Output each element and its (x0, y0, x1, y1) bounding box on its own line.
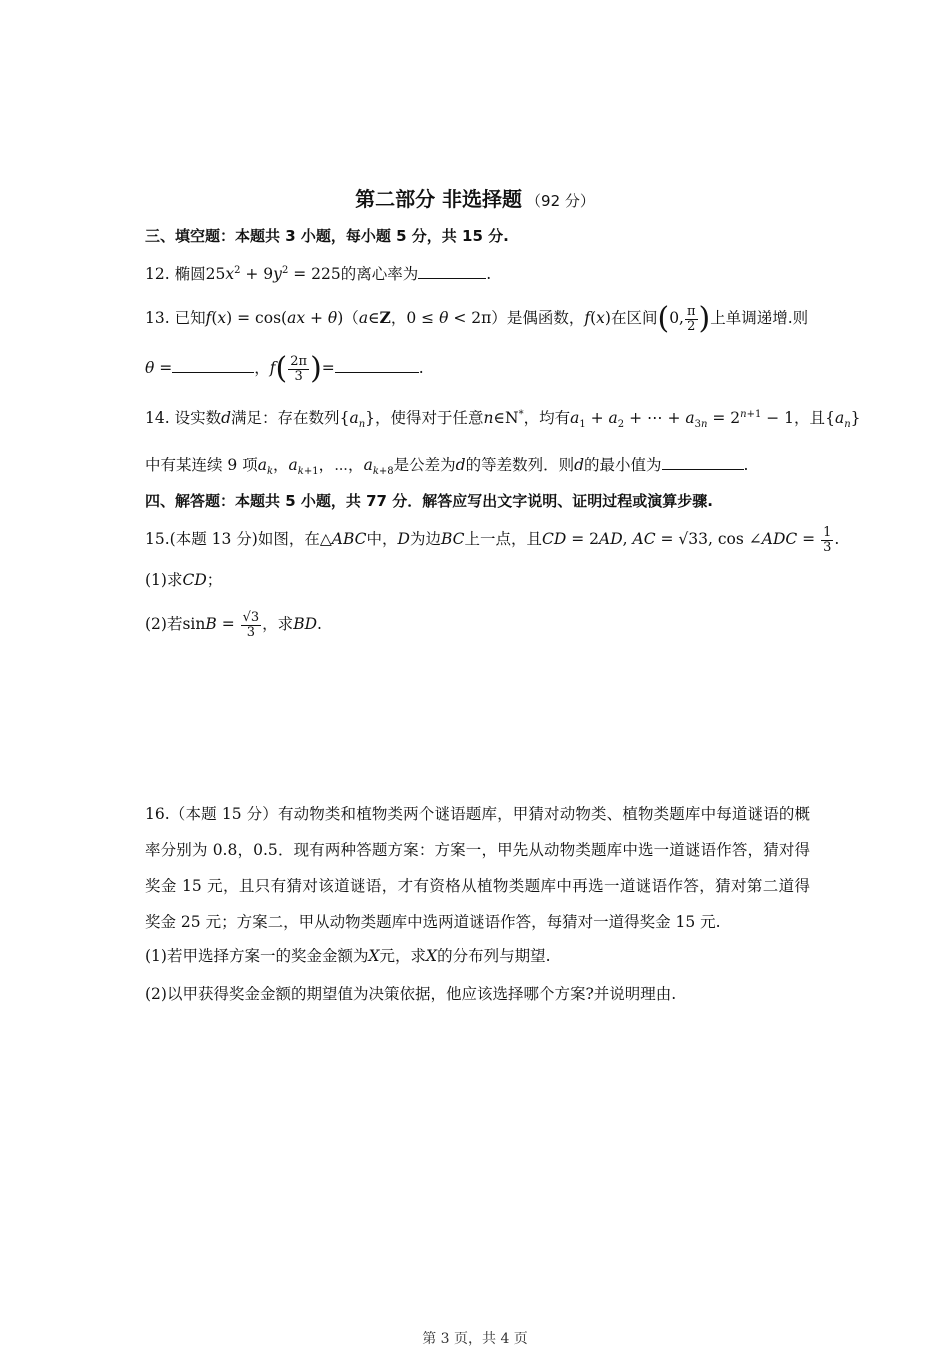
q15-part2-end: . (317, 615, 322, 633)
q15-number: 15. (145, 530, 170, 548)
q14-text-b: 满足：存在数列 (231, 409, 340, 428)
q13-text-d: 上单调递增.则 (710, 309, 809, 327)
q13-f-value: f( $\frac{2\pi}{3}$ )= (269, 351, 335, 386)
question-16-part2: (2)以甲获得奖金金额的期望值为决策依据，他应该选择哪个方案?并说明理由. (145, 985, 677, 1003)
q15-BC: BC (440, 530, 465, 548)
q14-text-c: ，使得对于任意 (375, 409, 484, 428)
q14-sum: $a_1 + a_2$ + ⋯ + $a_{3n} = 2^{n+1} - 1$ (570, 409, 795, 431)
question-13-line1 (145, 298, 808, 338)
q12-end: . (486, 265, 492, 284)
q14-number: 14. (145, 409, 170, 428)
q16-part1-b: 元，求 (379, 947, 427, 965)
section3-desc: ：本题共 3 小题，每小题 5 分，共 15 分. (220, 227, 509, 245)
q14-d: d (221, 409, 232, 428)
question-16-part1 (145, 945, 551, 967)
page-footer: 第 3 页，共 4 页 (422, 1331, 528, 1347)
q15-text-a: 如图，在 (257, 530, 320, 548)
question-12 (145, 260, 491, 285)
q15-part1: (1)求 (145, 571, 183, 589)
q13-number: 13. (145, 309, 170, 327)
q14-line2-d: 的最小值为 (584, 456, 662, 474)
q13-fx: f(x) (584, 309, 611, 327)
question-15-part1 (145, 569, 222, 591)
q14-text-d: ，均有 (523, 409, 571, 428)
q13-text-c: 在区间 (610, 309, 658, 327)
q16-part1-a: (1)若甲选择方案一的奖金金额为 (145, 947, 369, 965)
q15-part2: (2)若 (145, 615, 183, 633)
q14-seq: $\{a_n\}$ (339, 409, 376, 431)
question-15-part2 (145, 604, 322, 644)
q14-seq2: $\{a_n\}$ (825, 409, 861, 431)
q15-CD: CD (182, 571, 207, 589)
q14-text-a: 设实数 (174, 409, 222, 428)
question-14-line1 (145, 404, 861, 436)
page-title (0, 183, 950, 212)
q14-line2-a: 中有某连续 9 项 (145, 456, 258, 474)
question-15-line1 (145, 522, 839, 556)
q13-theta-blank (172, 358, 254, 373)
q14-d3: d (574, 456, 585, 474)
q13-function: f(x) = cos(ax + θ)（a∈Z，0 ≤ θ < 2π） (205, 308, 507, 327)
q14-d2: d (455, 456, 466, 474)
q12-equation: $25x^2 + 9y^2 = 225$ (205, 265, 341, 284)
section4-heading: 四、解答题 (145, 492, 221, 510)
section4-desc: ：本题共 5 小题，共 77 分．解答应写出文字说明、证明过程或演算步骤. (220, 492, 713, 510)
q12-text-b: 的离心率为 (340, 265, 419, 284)
q16-X: X (368, 947, 380, 965)
q13-text-b: 是偶函数， (506, 309, 585, 327)
q15-text-c: 为边 (409, 530, 441, 548)
q12-answer-blank (418, 264, 486, 279)
question-14-line2 (145, 454, 748, 483)
q15-triangle: △ABC (319, 530, 367, 548)
q13-interval: (0, $\frac{\pi}{2}$ ) (657, 301, 711, 336)
title-main: 第二部分 非选择题 (355, 187, 523, 211)
q14-end: . (743, 456, 749, 474)
q15-sinB: sinB = $\frac{√3}{3}$ (182, 609, 260, 640)
question-13-line2: θ = ，f( $\frac{2\pi}{3}$ )= . (145, 351, 424, 386)
q14-line2-b: 是公差为 (393, 456, 456, 474)
q12-text-a: 椭圆 (174, 265, 206, 284)
title-score: （92 分） (526, 192, 595, 210)
q13-f-blank (335, 358, 419, 373)
q15-conditions: CD = 2AD, AC = √33, cos ∠ADC = $\frac{1}{3}$ . (542, 524, 840, 555)
q14-line2-c: 的等差数列．则 (465, 456, 575, 474)
q12-number: 12. (145, 265, 170, 284)
q13-theta: θ = (145, 359, 173, 377)
q15-text-d: 上一点，且 (464, 530, 543, 548)
q15-part2-b: ，求 (262, 615, 294, 633)
q15-score: (本题 13 分) (169, 530, 258, 548)
q13-end: . (418, 359, 424, 377)
q14-answer-blank (662, 455, 744, 470)
q15-BD: BD (293, 615, 318, 633)
question-16-body: 16.（本题 15 分）有动物类和植物类两个谜语题库，甲猜对动物类、植物类题库中每道谜语的概率分别为 0.8，0.5．现有两种答题方案：方案一，甲先从动物类题库中选一道谜语作答，猜对得奖金 15 元，且只有猜对该道谜语，才有资格从植物类题库中再选一道谜语作答，猜对第二道得奖金 25 元；方案二，甲从动物类题库中选两道谜语作答，每猜对一道得奖金 15 元. (145, 805, 810, 931)
q15-part1-end: ； (206, 571, 223, 589)
q14-terms: $a_k$，$a_{k+1}$，⋯，$a_{k+8}$ (257, 456, 394, 478)
section3-heading: 三、填空题 (145, 227, 221, 245)
q13-text-a: 已知 (174, 309, 206, 327)
q15-D: D (397, 530, 410, 548)
q14-n: n∈N* (483, 409, 524, 428)
section4-header (145, 490, 713, 512)
q16-X2: X (426, 947, 438, 965)
q14-text-e: ，且 (794, 409, 826, 428)
q16-part1-c: 的分布列与期望. (437, 947, 551, 965)
section3-header (145, 225, 509, 247)
q15-text-b: 中， (366, 530, 398, 548)
